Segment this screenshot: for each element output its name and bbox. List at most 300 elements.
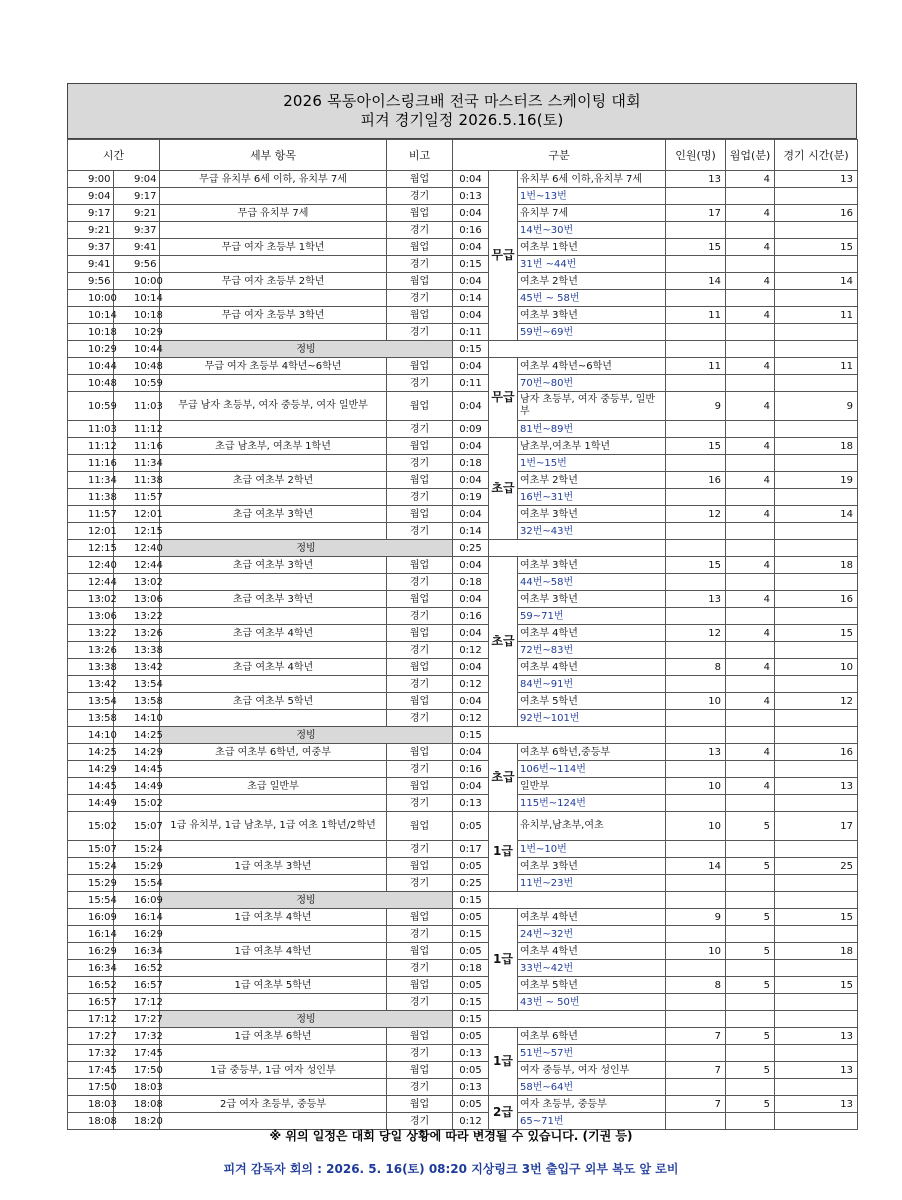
- division-detail: 11번~23번: [518, 875, 666, 892]
- game-minutes: 18: [775, 438, 858, 455]
- event-item: 1급 여초부 4학년: [160, 943, 387, 960]
- table-row: [68, 943, 858, 960]
- start-time: 16:09: [68, 909, 114, 926]
- warmup-minutes: 4: [726, 205, 775, 222]
- table-row: [68, 455, 858, 472]
- duration: 0:04: [453, 392, 489, 421]
- end-time: 13:38: [114, 642, 160, 659]
- game-minutes: 13: [775, 1096, 858, 1113]
- duration: 0:05: [453, 977, 489, 994]
- participant-count: [666, 574, 726, 591]
- event-item: 1급 여초부 3학년: [160, 858, 387, 875]
- start-time: 12:44: [68, 574, 114, 591]
- table-row: [68, 523, 858, 540]
- participant-count: 10: [666, 693, 726, 710]
- start-time: 13:06: [68, 608, 114, 625]
- note-cell: 웜업: [387, 812, 453, 841]
- event-item: 무급 여자 초등부 4학년~6학년: [160, 358, 387, 375]
- note-cell: 웜업: [387, 358, 453, 375]
- table-row: [68, 909, 858, 926]
- division-detail: 43번 ~ 50번: [518, 994, 666, 1011]
- end-time: 9:17: [114, 188, 160, 205]
- division-detail: 58번~64번: [518, 1079, 666, 1096]
- end-time: 14:29: [114, 744, 160, 761]
- end-time: 15:54: [114, 875, 160, 892]
- participant-count: 10: [666, 778, 726, 795]
- end-time: 17:32: [114, 1028, 160, 1045]
- start-time: 9:00: [68, 171, 114, 188]
- start-time: 17:32: [68, 1045, 114, 1062]
- participant-count: 14: [666, 273, 726, 290]
- end-time: 15:24: [114, 841, 160, 858]
- event-item: [160, 960, 387, 977]
- participant-count: 7: [666, 1062, 726, 1079]
- division-detail: 남초부,여초부 1학년: [518, 438, 666, 455]
- warmup-minutes: [726, 489, 775, 506]
- level-label: 2급: [489, 1096, 518, 1130]
- event-item: 1급 여초부 4학년: [160, 909, 387, 926]
- division-detail: 유치부,남초부,여초: [518, 812, 666, 841]
- start-time: 16:29: [68, 943, 114, 960]
- event-item: [160, 188, 387, 205]
- end-time: 9:37: [114, 222, 160, 239]
- table-row: [68, 744, 858, 761]
- division-detail: 여자 중등부, 여자 성인부: [518, 1062, 666, 1079]
- division-detail: 여초부 3학년: [518, 557, 666, 574]
- division-detail: 16번~31번: [518, 489, 666, 506]
- end-time: 12:40: [114, 540, 160, 557]
- duration: 0:12: [453, 676, 489, 693]
- table-row: [68, 324, 858, 341]
- ice-resurfacing-row: [68, 892, 858, 909]
- table-row: [68, 812, 858, 841]
- event-item: 무급 여자 초등부 3학년: [160, 307, 387, 324]
- end-time: 13:26: [114, 625, 160, 642]
- event-item: 무급 유치부 6세 이하, 유치부 7세: [160, 171, 387, 188]
- note-cell: 경기: [387, 256, 453, 273]
- game-time-cell: [775, 892, 858, 909]
- note-cell: 경기: [387, 926, 453, 943]
- note-cell: 경기: [387, 761, 453, 778]
- level-label: 무급: [489, 358, 518, 438]
- table-row: [68, 1079, 858, 1096]
- warmup-minutes: [726, 188, 775, 205]
- division-detail: 31번 ~44번: [518, 256, 666, 273]
- division-detail: 여초부 5학년: [518, 693, 666, 710]
- participant-count: [666, 489, 726, 506]
- start-time: 9:21: [68, 222, 114, 239]
- note-cell: 경기: [387, 994, 453, 1011]
- duration: 0:05: [453, 1028, 489, 1045]
- game-minutes: [775, 761, 858, 778]
- division-detail: 33번~42번: [518, 960, 666, 977]
- event-item: 초급 여초부 3학년: [160, 506, 387, 523]
- participant-count: [666, 608, 726, 625]
- start-time: 14:49: [68, 795, 114, 812]
- start-time: 14:10: [68, 727, 114, 744]
- participant-count: [666, 421, 726, 438]
- duration: 0:04: [453, 307, 489, 324]
- division-detail: 45번 ~ 58번: [518, 290, 666, 307]
- note-cell: 경기: [387, 375, 453, 392]
- division-blank: [489, 892, 666, 909]
- start-time: 13:02: [68, 591, 114, 608]
- participant-count: 10: [666, 943, 726, 960]
- note-cell: 경기: [387, 188, 453, 205]
- table-row: [68, 625, 858, 642]
- warmup-minutes: [726, 875, 775, 892]
- game-minutes: [775, 875, 858, 892]
- duration: 0:05: [453, 1062, 489, 1079]
- event-item: [160, 324, 387, 341]
- table-row: [68, 239, 858, 256]
- count-cell: [666, 1011, 726, 1028]
- end-time: 10:14: [114, 290, 160, 307]
- ice-resurfacing-row: [68, 341, 858, 358]
- warmup-minutes: [726, 375, 775, 392]
- level-label: 초급: [489, 557, 518, 727]
- event-item: [160, 455, 387, 472]
- end-time: 13:58: [114, 693, 160, 710]
- division-detail: 1번~13번: [518, 188, 666, 205]
- end-time: 11:16: [114, 438, 160, 455]
- division-detail: 72번~83번: [518, 642, 666, 659]
- start-time: 14:45: [68, 778, 114, 795]
- warmup-minutes: [726, 608, 775, 625]
- start-time: 10:29: [68, 341, 114, 358]
- table-row: [68, 358, 858, 375]
- participant-count: [666, 256, 726, 273]
- end-time: 13:42: [114, 659, 160, 676]
- start-time: 11:16: [68, 455, 114, 472]
- division-detail: 59번~69번: [518, 324, 666, 341]
- warmup-minutes: [726, 841, 775, 858]
- event-item: 초급 여초부 5학년: [160, 693, 387, 710]
- warmup-minutes: 5: [726, 1062, 775, 1079]
- table-row: [68, 676, 858, 693]
- note-cell: 경기: [387, 875, 453, 892]
- warmup-minutes: 4: [726, 744, 775, 761]
- game-minutes: [775, 574, 858, 591]
- division-detail: 유치부 6세 이하,유치부 7세: [518, 171, 666, 188]
- warmup-minutes: 4: [726, 625, 775, 642]
- warmup-minutes: [726, 455, 775, 472]
- division-detail: 여초부 6학년: [518, 1028, 666, 1045]
- event-item: 초급 여초부 2학년: [160, 472, 387, 489]
- note-cell: 웜업: [387, 943, 453, 960]
- event-item: [160, 795, 387, 812]
- ice-resurfacing-label: 정빙: [160, 540, 453, 557]
- start-time: 15:24: [68, 858, 114, 875]
- game-minutes: [775, 455, 858, 472]
- note-cell: 웜업: [387, 392, 453, 421]
- count-cell: [666, 341, 726, 358]
- start-time: 15:02: [68, 812, 114, 841]
- ice-resurfacing-label: 정빙: [160, 727, 453, 744]
- table-row: [68, 557, 858, 574]
- duration: 0:15: [453, 341, 489, 358]
- event-item: 1급 유치부, 1급 남초부, 1급 여초 1학년/2학년: [160, 812, 387, 841]
- warmup-minutes: 4: [726, 307, 775, 324]
- ice-resurfacing-label: 정빙: [160, 341, 453, 358]
- duration: 0:04: [453, 438, 489, 455]
- division-detail: 여초부 2학년: [518, 273, 666, 290]
- game-minutes: 16: [775, 744, 858, 761]
- end-time: 15:29: [114, 858, 160, 875]
- note-cell: 웜업: [387, 171, 453, 188]
- duration: 0:12: [453, 1113, 489, 1130]
- duration: 0:25: [453, 875, 489, 892]
- game-minutes: 16: [775, 591, 858, 608]
- warmup-cell: [726, 540, 775, 557]
- division-detail: 24번~32번: [518, 926, 666, 943]
- end-time: 16:09: [114, 892, 160, 909]
- start-time: 16:57: [68, 994, 114, 1011]
- end-time: 16:34: [114, 943, 160, 960]
- start-time: 10:18: [68, 324, 114, 341]
- warmup-minutes: [726, 994, 775, 1011]
- event-item: [160, 841, 387, 858]
- ice-resurfacing-row: [68, 1011, 858, 1028]
- end-time: 13:06: [114, 591, 160, 608]
- game-minutes: [775, 1045, 858, 1062]
- warmup-minutes: 4: [726, 659, 775, 676]
- game-time-cell: [775, 727, 858, 744]
- duration: 0:15: [453, 256, 489, 273]
- table-row: [68, 222, 858, 239]
- warmup-cell: [726, 341, 775, 358]
- participant-count: [666, 455, 726, 472]
- division-blank: [489, 341, 666, 358]
- participant-count: 13: [666, 171, 726, 188]
- ice-resurfacing-row: [68, 540, 858, 557]
- end-time: 16:52: [114, 960, 160, 977]
- event-item: 무급 여자 초등부 2학년: [160, 273, 387, 290]
- duration: 0:16: [453, 761, 489, 778]
- warmup-minutes: 5: [726, 812, 775, 841]
- participant-count: 7: [666, 1028, 726, 1045]
- end-time: 11:34: [114, 455, 160, 472]
- header-division: 구분: [453, 140, 666, 171]
- table-row: [68, 375, 858, 392]
- warmup-minutes: 4: [726, 438, 775, 455]
- schedule-page: [67, 83, 857, 1130]
- duration: 0:14: [453, 523, 489, 540]
- note-cell: 경기: [387, 489, 453, 506]
- game-minutes: 15: [775, 977, 858, 994]
- end-time: 17:45: [114, 1045, 160, 1062]
- duration: 0:13: [453, 795, 489, 812]
- game-minutes: [775, 960, 858, 977]
- participant-count: 7: [666, 1096, 726, 1113]
- note-cell: 웜업: [387, 909, 453, 926]
- event-item: [160, 290, 387, 307]
- game-minutes: [775, 421, 858, 438]
- event-title: 2026 목동아이스링크배 전국 마스터즈 스케이팅 대회: [283, 92, 641, 110]
- start-time: 12:40: [68, 557, 114, 574]
- start-time: 15:07: [68, 841, 114, 858]
- start-time: 9:17: [68, 205, 114, 222]
- ice-resurfacing-row: [68, 727, 858, 744]
- duration: 0:18: [453, 960, 489, 977]
- participant-count: 9: [666, 909, 726, 926]
- division-blank: [489, 540, 666, 557]
- participant-count: 17: [666, 205, 726, 222]
- warmup-minutes: [726, 574, 775, 591]
- participant-count: [666, 761, 726, 778]
- participant-count: 8: [666, 659, 726, 676]
- participant-count: 14: [666, 858, 726, 875]
- event-item: 초급 남초부, 여초부 1학년: [160, 438, 387, 455]
- division-detail: 여초부 1학년: [518, 239, 666, 256]
- level-label: 초급: [489, 438, 518, 540]
- warmup-minutes: [726, 761, 775, 778]
- start-time: 13:54: [68, 693, 114, 710]
- warmup-minutes: [726, 290, 775, 307]
- participant-count: 11: [666, 358, 726, 375]
- table-row: [68, 841, 858, 858]
- table-row: [68, 761, 858, 778]
- duration: 0:15: [453, 1011, 489, 1028]
- event-item: 1급 여초부 6학년: [160, 1028, 387, 1045]
- game-time-cell: [775, 1011, 858, 1028]
- game-minutes: 12: [775, 693, 858, 710]
- end-time: 10:59: [114, 375, 160, 392]
- note-cell: 웜업: [387, 1028, 453, 1045]
- participant-count: 13: [666, 591, 726, 608]
- table-row: [68, 608, 858, 625]
- participant-count: [666, 994, 726, 1011]
- division-detail: 여초부 4학년: [518, 659, 666, 676]
- game-minutes: 19: [775, 472, 858, 489]
- note-cell: 웜업: [387, 1062, 453, 1079]
- table-row: [68, 693, 858, 710]
- duration: 0:04: [453, 778, 489, 795]
- game-minutes: [775, 642, 858, 659]
- note-cell: 경기: [387, 523, 453, 540]
- duration: 0:04: [453, 273, 489, 290]
- participant-count: [666, 188, 726, 205]
- warmup-minutes: 5: [726, 943, 775, 960]
- duration: 0:16: [453, 222, 489, 239]
- table-row: [68, 574, 858, 591]
- event-item: [160, 875, 387, 892]
- duration: 0:15: [453, 926, 489, 943]
- duration: 0:17: [453, 841, 489, 858]
- warmup-cell: [726, 1011, 775, 1028]
- start-time: 18:08: [68, 1113, 114, 1130]
- start-time: 12:01: [68, 523, 114, 540]
- note-cell: 경기: [387, 960, 453, 977]
- note-cell: 경기: [387, 574, 453, 591]
- duration: 0:04: [453, 744, 489, 761]
- division-detail: 여초부 3학년: [518, 591, 666, 608]
- duration: 0:04: [453, 358, 489, 375]
- table-row: [68, 642, 858, 659]
- duration: 0:04: [453, 506, 489, 523]
- division-detail: 유치부 7세: [518, 205, 666, 222]
- game-minutes: 15: [775, 625, 858, 642]
- warmup-minutes: 5: [726, 1096, 775, 1113]
- game-minutes: [775, 324, 858, 341]
- duration: 0:04: [453, 205, 489, 222]
- duration: 0:05: [453, 1096, 489, 1113]
- table-row: [68, 858, 858, 875]
- game-minutes: [775, 676, 858, 693]
- duration: 0:04: [453, 659, 489, 676]
- warmup-minutes: 4: [726, 358, 775, 375]
- end-time: 14:10: [114, 710, 160, 727]
- end-time: 14:49: [114, 778, 160, 795]
- start-time: 10:44: [68, 358, 114, 375]
- game-minutes: 25: [775, 858, 858, 875]
- game-minutes: [775, 710, 858, 727]
- end-time: 9:56: [114, 256, 160, 273]
- division-detail: 여초부 3학년: [518, 858, 666, 875]
- participant-count: [666, 926, 726, 943]
- start-time: 12:15: [68, 540, 114, 557]
- division-detail: 115번~124번: [518, 795, 666, 812]
- table-row: [68, 977, 858, 994]
- note-cell: 웜업: [387, 438, 453, 455]
- warmup-minutes: [726, 1045, 775, 1062]
- participant-count: 8: [666, 977, 726, 994]
- note-cell: 웜업: [387, 239, 453, 256]
- game-minutes: [775, 222, 858, 239]
- start-time: 18:03: [68, 1096, 114, 1113]
- start-time: 10:14: [68, 307, 114, 324]
- note-cell: 경기: [387, 608, 453, 625]
- participant-count: 9: [666, 392, 726, 421]
- event-item: 무급 여자 초등부 1학년: [160, 239, 387, 256]
- end-time: 18:20: [114, 1113, 160, 1130]
- duration: 0:11: [453, 375, 489, 392]
- division-detail: 92번~101번: [518, 710, 666, 727]
- division-detail: 여초부 5학년: [518, 977, 666, 994]
- division-detail: 여초부 3학년: [518, 307, 666, 324]
- event-item: [160, 1079, 387, 1096]
- game-minutes: [775, 489, 858, 506]
- table-row: [68, 1062, 858, 1079]
- note-cell: 웜업: [387, 625, 453, 642]
- event-item: [160, 994, 387, 1011]
- header-item: 세부 항목: [160, 140, 387, 171]
- note-cell: 경기: [387, 1113, 453, 1130]
- start-time: 17:12: [68, 1011, 114, 1028]
- warmup-minutes: 4: [726, 171, 775, 188]
- game-minutes: 11: [775, 358, 858, 375]
- event-item: [160, 375, 387, 392]
- level-label: 1급: [489, 812, 518, 892]
- duration: 0:18: [453, 574, 489, 591]
- participant-count: 11: [666, 307, 726, 324]
- participant-count: 13: [666, 744, 726, 761]
- division-detail: 65~71번: [518, 1113, 666, 1130]
- duration: 0:11: [453, 324, 489, 341]
- end-time: 12:15: [114, 523, 160, 540]
- duration: 0:12: [453, 642, 489, 659]
- duration: 0:18: [453, 455, 489, 472]
- event-item: 1급 여초부 5학년: [160, 977, 387, 994]
- game-minutes: 13: [775, 171, 858, 188]
- end-time: 14:25: [114, 727, 160, 744]
- end-time: 15:02: [114, 795, 160, 812]
- warmup-minutes: 5: [726, 909, 775, 926]
- division-detail: 14번~30번: [518, 222, 666, 239]
- event-item: [160, 421, 387, 438]
- warmup-minutes: 5: [726, 1028, 775, 1045]
- duration: 0:16: [453, 608, 489, 625]
